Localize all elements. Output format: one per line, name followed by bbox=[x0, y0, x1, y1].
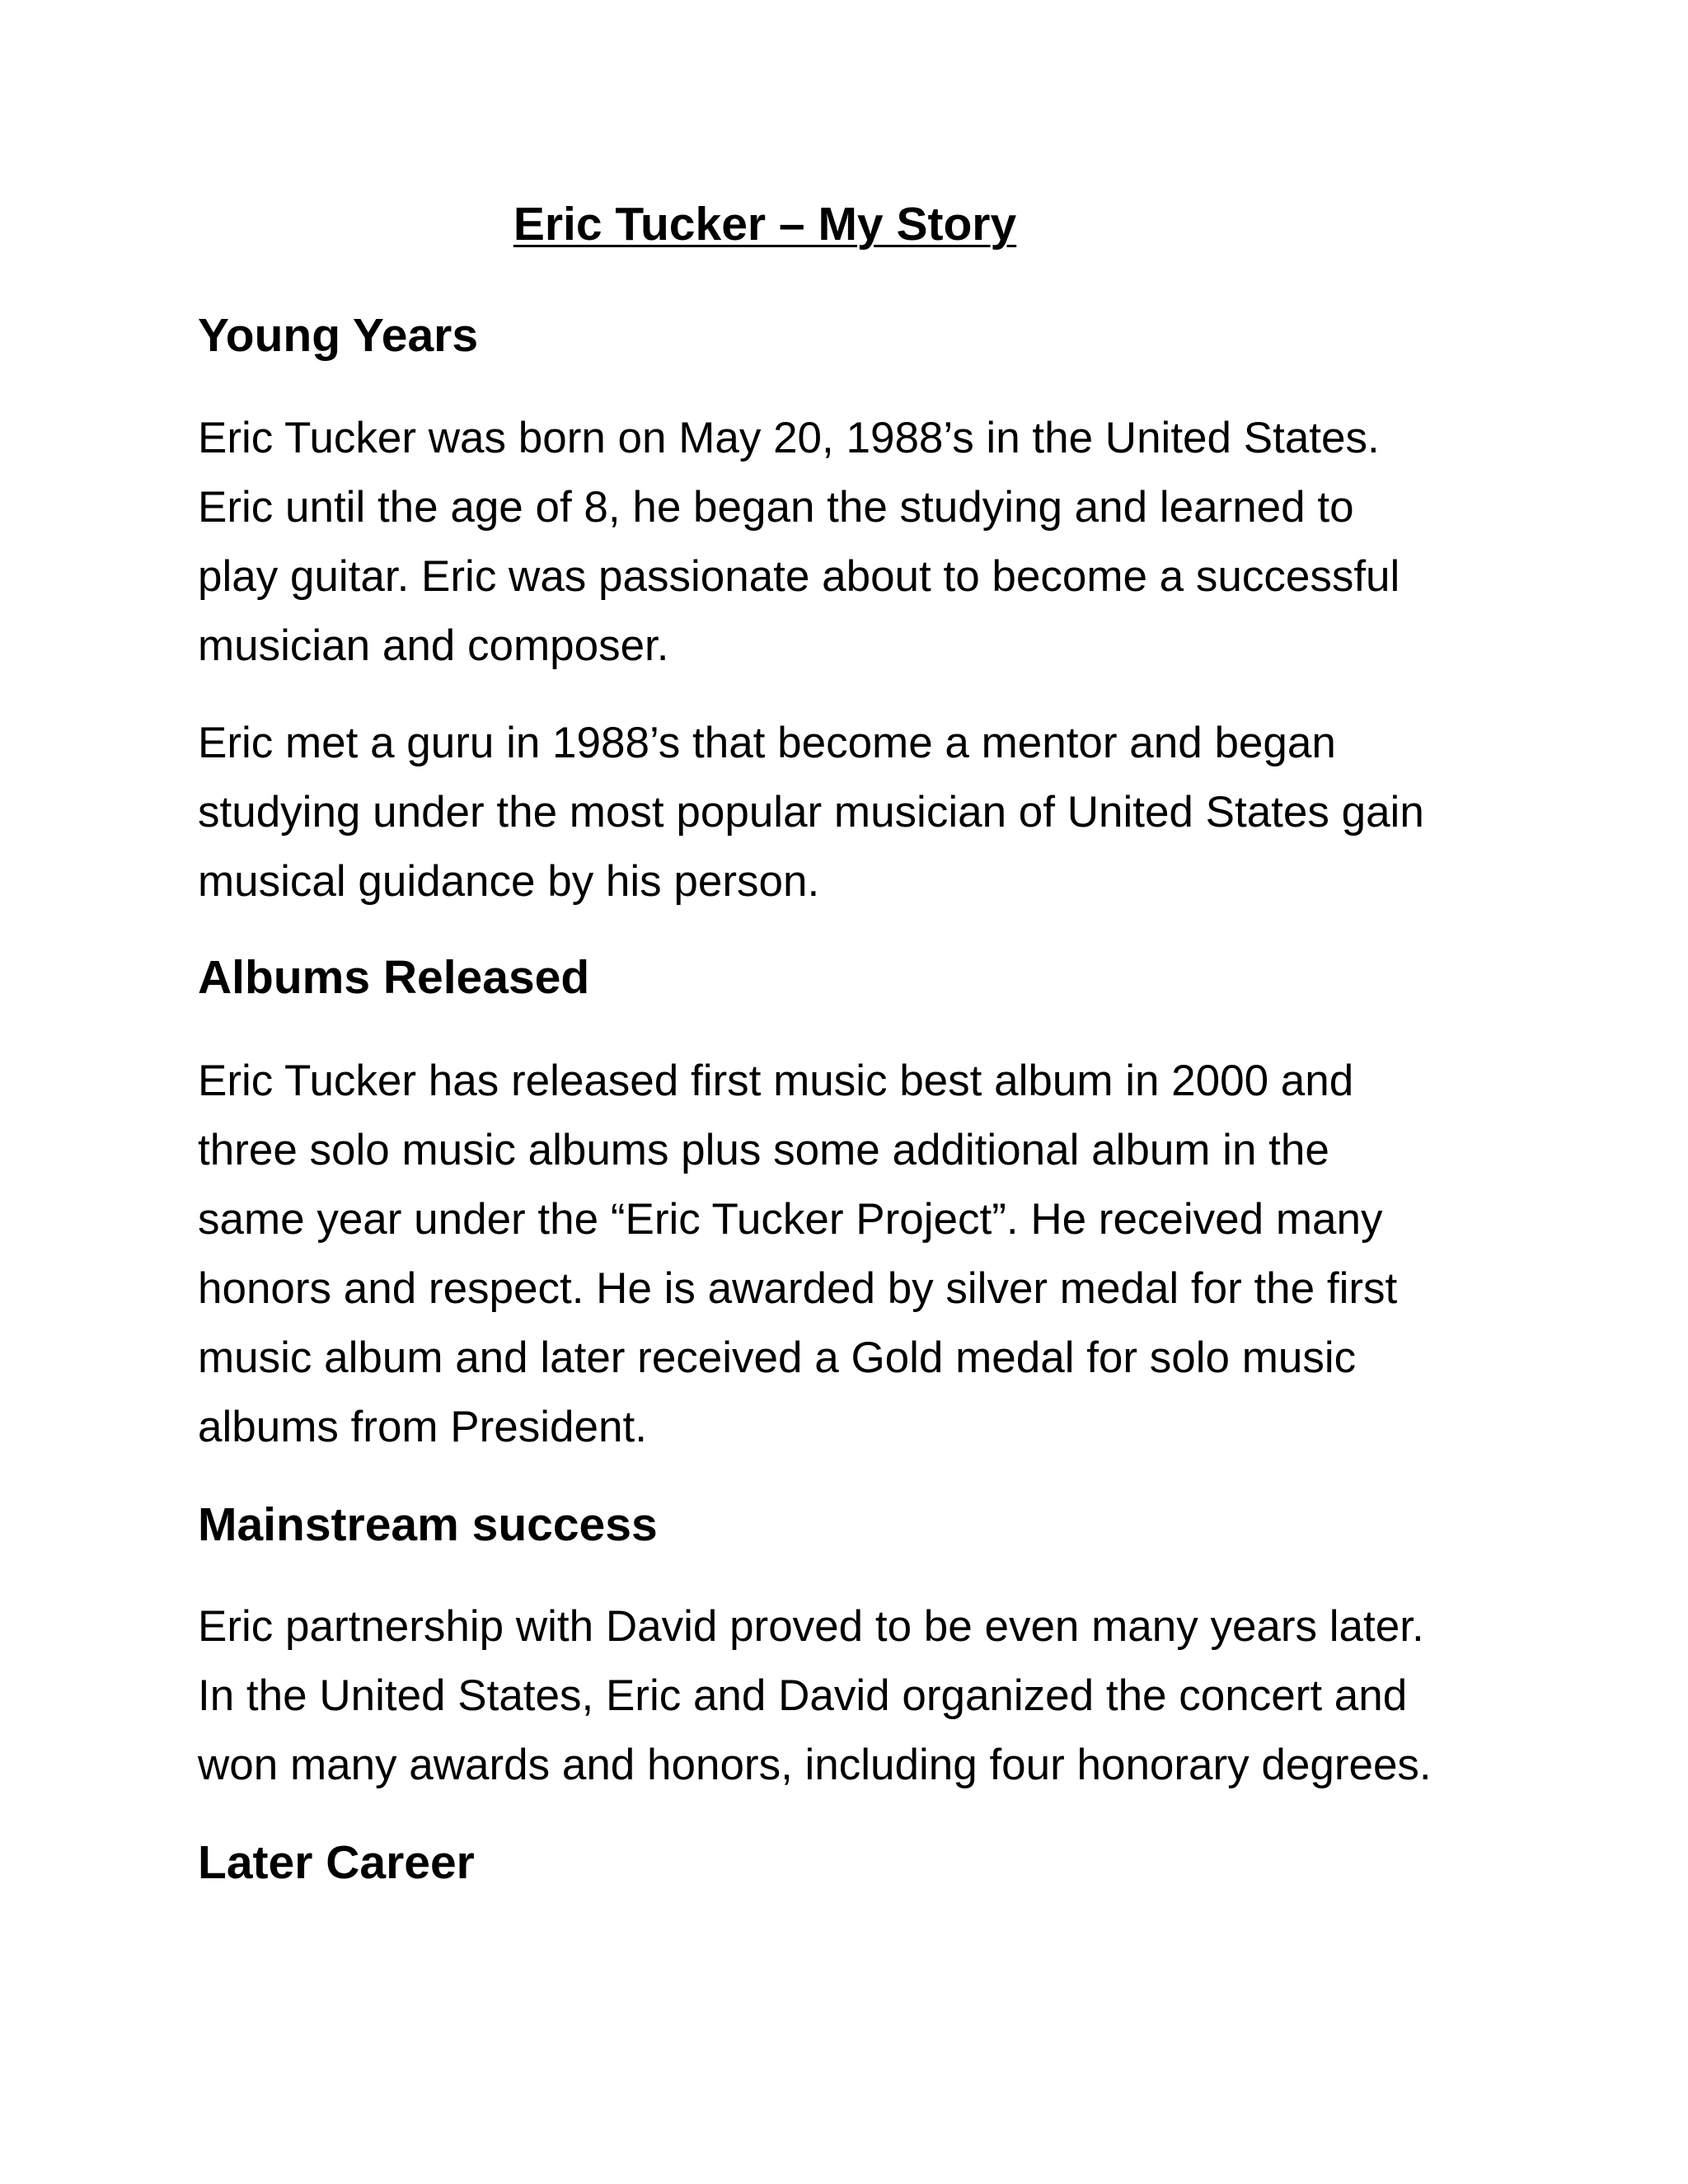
text-line: Eric until the age of 8, he began the studying and learned to bbox=[198, 483, 1354, 532]
paragraph-albums-released bbox=[198, 1047, 1517, 1462]
text-line: studying under the most popular musician of United States gain bbox=[198, 788, 1424, 837]
text-line: won many awards and honors, including four honorary degrees. bbox=[198, 1741, 1432, 1789]
section-heading-later-career: Later Career bbox=[198, 1836, 475, 1889]
text-line: honors and respect. He is awarded by silver medal for the first bbox=[198, 1264, 1398, 1313]
text-line: music album and later received a Gold medal for solo music bbox=[198, 1333, 1357, 1382]
text-line: Eric Tucker was born on May 20, 1988’s in the United States. bbox=[198, 414, 1380, 462]
document-title: Eric Tucker – My Story bbox=[513, 198, 1017, 251]
text-line: Eric met a guru in 1988’s that become a mentor and began bbox=[198, 719, 1336, 767]
text-line: Eric partnership with David proved to be even many years later. bbox=[198, 1602, 1424, 1651]
text-line: play guitar. Eric was passionate about to become a successful bbox=[198, 552, 1400, 601]
text-line: In the United States, Eric and David organized the concert and bbox=[198, 1671, 1408, 1720]
paragraph-young-years-1 bbox=[198, 404, 1517, 681]
section-heading-mainstream-success: Mainstream success bbox=[198, 1498, 658, 1551]
text-line: three solo music albums plus some additional album in the bbox=[198, 1126, 1329, 1174]
paragraph-mainstream-success bbox=[198, 1592, 1517, 1800]
section-heading-albums-released: Albums Released bbox=[198, 951, 590, 1004]
section-heading-young-years: Young Years bbox=[198, 309, 479, 362]
text-line: Eric Tucker has released first music best album in 2000 and bbox=[198, 1057, 1354, 1105]
text-line: musician and composer. bbox=[198, 621, 669, 670]
text-line: musical guidance by his person. bbox=[198, 857, 820, 906]
paragraph-young-years-2 bbox=[198, 709, 1517, 916]
text-line: albums from President. bbox=[198, 1403, 647, 1451]
text-line: same year under the “Eric Tucker Project”. He received many bbox=[198, 1195, 1383, 1244]
